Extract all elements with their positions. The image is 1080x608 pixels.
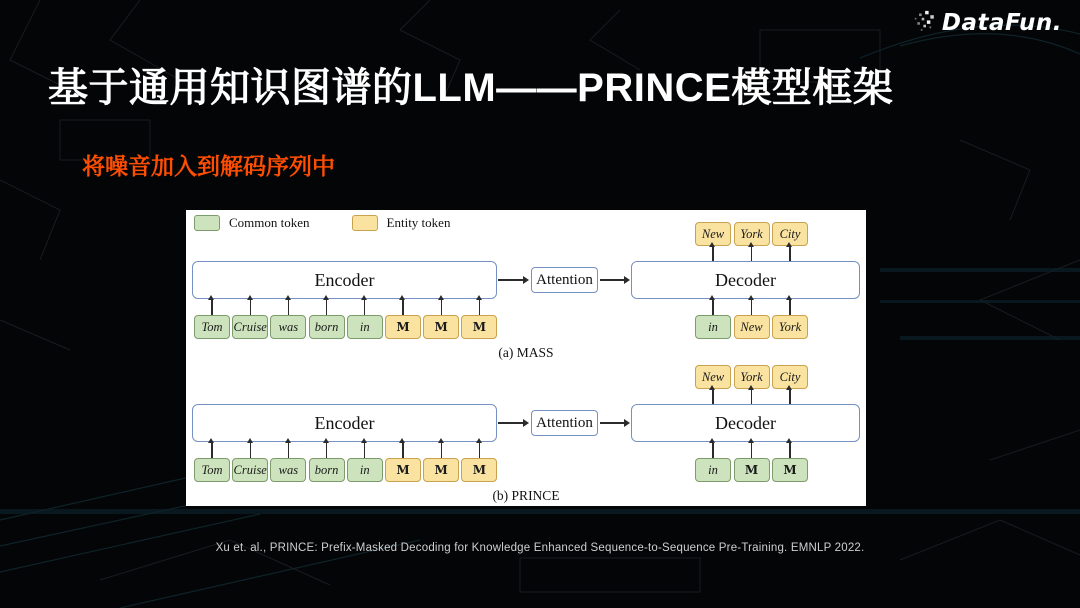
up-arrow <box>211 300 212 315</box>
token-m: M <box>734 458 770 482</box>
attention-box: Attention <box>531 410 598 436</box>
up-arrow <box>479 443 480 458</box>
datafun-logo <box>913 10 1062 36</box>
up-arrow <box>789 300 790 315</box>
decoder-box: Decoder <box>631 404 860 442</box>
token-m: M <box>461 315 497 339</box>
token-york: York <box>734 365 770 389</box>
token-new: New <box>695 365 731 389</box>
decoder-box: Decoder <box>631 261 860 299</box>
token-in: in <box>695 458 731 482</box>
token-m: M <box>423 315 459 339</box>
up-arrow <box>364 443 365 458</box>
section-subtitle: 将噪音加入到解码序列中 <box>82 153 335 179</box>
up-arrow <box>712 300 713 315</box>
token-m: M <box>772 458 808 482</box>
token-in: in <box>695 315 731 339</box>
token-cruise: Cruise <box>232 458 268 482</box>
diagram-caption: (b) PRINCE <box>492 488 560 503</box>
token-was: was <box>270 458 306 482</box>
diagram-mass <box>186 222 866 365</box>
page-title: 基于通用知识图谱的LLM——PRINCE模型框架 <box>48 66 894 110</box>
up-arrow <box>751 443 752 458</box>
up-arrow <box>751 300 752 315</box>
up-arrow <box>751 390 752 404</box>
token-city: City <box>772 222 808 246</box>
token-in: in <box>347 315 383 339</box>
token-m: M <box>423 458 459 482</box>
token-york: York <box>734 222 770 246</box>
up-arrow <box>402 300 403 315</box>
token-tom: Tom <box>194 458 230 482</box>
up-arrow <box>441 300 442 315</box>
datafun-logo-icon <box>913 10 939 36</box>
arrow-attention-to-decoder <box>600 279 625 281</box>
up-arrow <box>712 247 713 261</box>
up-arrow <box>479 300 480 315</box>
up-arrow <box>250 443 251 458</box>
up-arrow <box>441 443 442 458</box>
up-arrow <box>751 247 752 261</box>
encoder-box: Encoder <box>192 404 497 442</box>
up-arrow <box>402 443 403 458</box>
up-arrow <box>364 300 365 315</box>
token-city: City <box>772 365 808 389</box>
encoder-box: Encoder <box>192 261 497 299</box>
up-arrow <box>250 300 251 315</box>
token-was: was <box>270 315 306 339</box>
up-arrow <box>211 443 212 458</box>
paper-citation: Xu et. al., PRINCE: Prefix-Masked Decoding for Knowledge Enhanced Sequence-to-Sequence Pre-Training. EMNLP 2022. <box>215 542 865 554</box>
token-born: born <box>309 315 345 339</box>
token-new: New <box>734 315 770 339</box>
figure-panel <box>186 210 866 506</box>
token-cruise: Cruise <box>232 315 268 339</box>
arrow-attention-to-decoder <box>600 422 625 424</box>
arrow-encoder-to-attention <box>498 279 524 281</box>
diagram-caption: (a) MASS <box>498 345 554 360</box>
up-arrow <box>326 443 327 458</box>
token-york: York <box>772 315 808 339</box>
token-m: M <box>461 458 497 482</box>
token-born: born <box>309 458 345 482</box>
token-tom: Tom <box>194 315 230 339</box>
token-new: New <box>695 222 731 246</box>
up-arrow <box>789 247 790 261</box>
arrow-encoder-to-attention <box>498 422 524 424</box>
token-m: M <box>385 315 421 339</box>
up-arrow <box>326 300 327 315</box>
diagram-prince <box>186 365 866 508</box>
up-arrow <box>288 443 289 458</box>
up-arrow <box>712 443 713 458</box>
attention-box: Attention <box>531 267 598 293</box>
up-arrow <box>288 300 289 315</box>
token-m: M <box>385 458 421 482</box>
legend-label: Common token <box>229 215 310 230</box>
up-arrow <box>789 390 790 404</box>
token-in: in <box>347 458 383 482</box>
up-arrow <box>789 443 790 458</box>
datafun-logo-text: DataFun. <box>941 10 1062 36</box>
up-arrow <box>712 390 713 404</box>
legend-label: Entity token <box>386 215 451 230</box>
